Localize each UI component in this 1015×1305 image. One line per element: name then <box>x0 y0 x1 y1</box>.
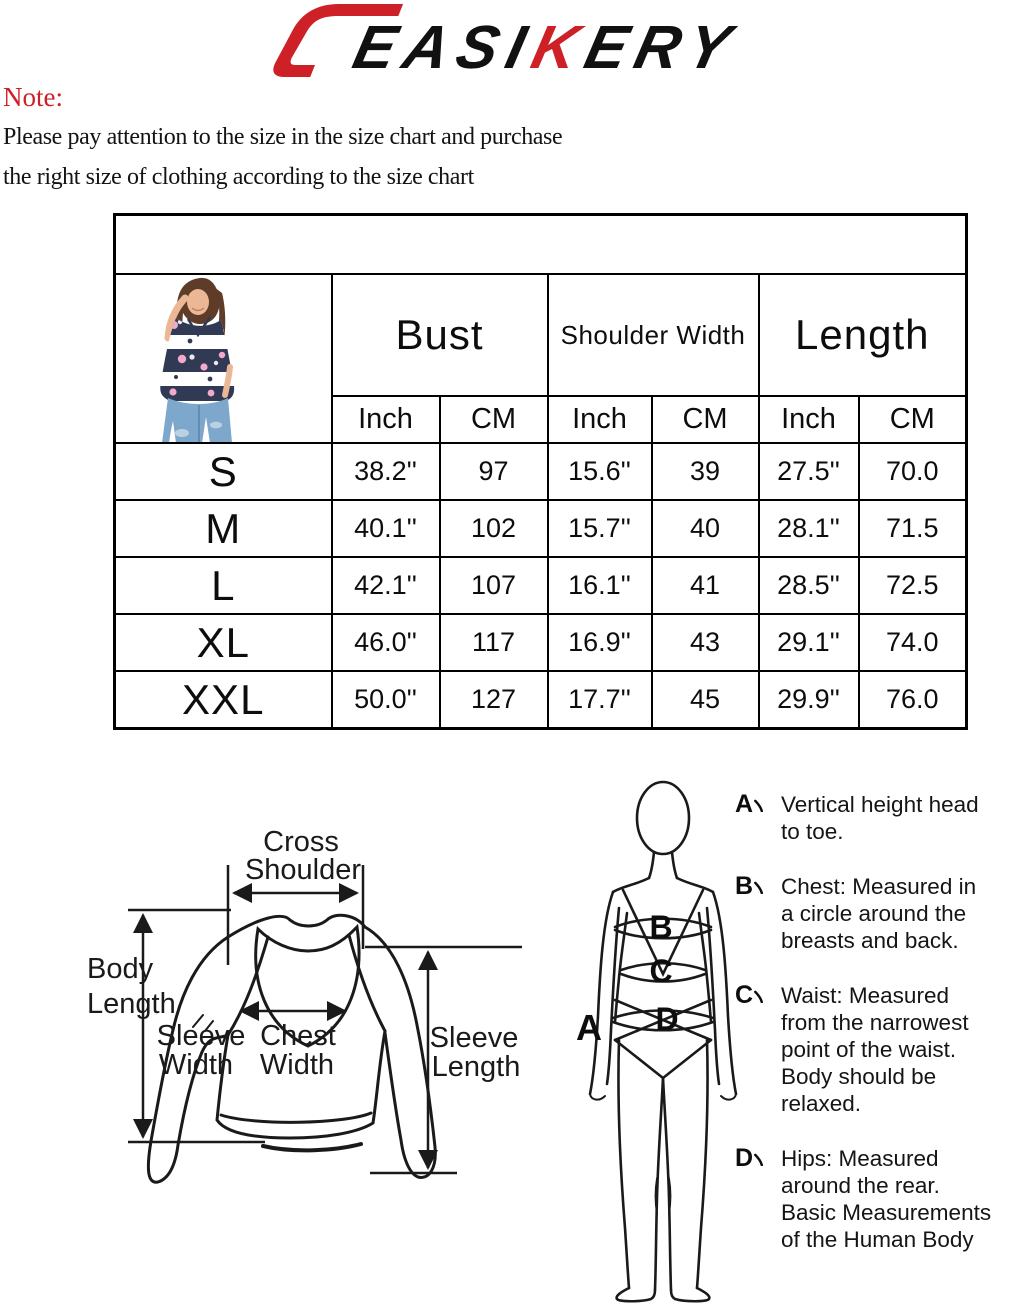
value-cell: 46.0'' <box>332 614 440 671</box>
size-chart-table <box>113 213 968 730</box>
unit-header: CM <box>859 396 967 443</box>
size-label: XXL <box>115 671 332 729</box>
value-cell: 39 <box>652 443 759 500</box>
body-length-label: Body <box>87 953 154 985</box>
jeans-rip-2 <box>210 422 222 429</box>
size-label: L <box>115 557 332 614</box>
product-photo <box>116 275 331 442</box>
size-label: M <box>115 500 332 557</box>
value-cell: 38.2'' <box>332 443 440 500</box>
guide-text: point of the waist. <box>781 1037 957 1062</box>
value-cell: 102 <box>440 500 548 557</box>
table-row-s <box>115 443 967 500</box>
guide-text: of the Human Body <box>781 1227 974 1252</box>
unit-header: Inch <box>759 396 859 443</box>
value-cell: 16.1'' <box>548 557 652 614</box>
value-cell: 74.0 <box>859 614 967 671</box>
logo-wordmark <box>347 14 745 82</box>
enumeration-comma-icon <box>754 799 764 812</box>
unit-header: CM <box>652 396 759 443</box>
value-cell: 76.0 <box>859 671 967 729</box>
size-label: XL <box>115 614 332 671</box>
guide-key-a: A <box>735 790 754 818</box>
table-row-l <box>115 557 967 614</box>
guide-text: around the rear. <box>781 1173 940 1198</box>
guide-text: to toe. <box>781 819 844 844</box>
sleeve-length-label: Sleeve <box>429 1022 519 1054</box>
value-cell: 42.1'' <box>332 557 440 614</box>
jeans-rip <box>175 429 189 437</box>
figure-label-a: A <box>576 1007 602 1048</box>
measuring-guide <box>735 791 1015 1253</box>
value-cell: 40 <box>652 500 759 557</box>
guide-text: Basic Measurements <box>781 1200 992 1225</box>
figure-label-b: B <box>649 909 673 945</box>
value-cell: 27.5'' <box>759 443 859 500</box>
logo-text-easi: EASI <box>347 13 542 82</box>
guide-text: Body should be <box>781 1064 937 1089</box>
value-cell: 15.6'' <box>548 443 652 500</box>
logo-text-ery: ERY <box>578 13 746 82</box>
note-line-2: the right size of clothing according to the size chart <box>3 164 474 190</box>
logo-mark-group <box>270 4 748 82</box>
figure-outline <box>590 782 736 1301</box>
value-cell: 29.1'' <box>759 614 859 671</box>
guide-key-d: D <box>735 1144 754 1172</box>
cross-shoulder-label: Cross <box>263 826 339 858</box>
svg-text:Width: Width <box>259 1049 335 1081</box>
value-cell: 72.5 <box>859 557 967 614</box>
value-cell: 17.7'' <box>548 671 652 729</box>
empty-cell <box>115 215 967 275</box>
guide-text: Chest: Measured in <box>781 874 977 899</box>
table-row-xxl <box>115 671 967 729</box>
column-group-shoulder-width: Shoulder Width <box>548 274 759 396</box>
value-cell: 43 <box>652 614 759 671</box>
guide-text: Hips: Measured <box>781 1146 939 1171</box>
value-cell: 70.0 <box>859 443 967 500</box>
enumeration-comma-icon <box>754 881 764 894</box>
sleeve-width-label: Sleeve <box>156 1020 246 1052</box>
product-photo-illustration <box>116 275 330 442</box>
svg-text:Width: Width <box>158 1049 234 1081</box>
svg-text:Shoulder: Shoulder <box>244 854 362 886</box>
value-cell: 50.0'' <box>332 671 440 729</box>
guide-text: Waist: Measured <box>781 983 949 1008</box>
value-cell: 71.5 <box>859 500 967 557</box>
size-label: S <box>115 443 332 500</box>
guide-text: breasts and back. <box>781 928 959 953</box>
column-group-bust: Bust <box>332 274 548 396</box>
shirt-measurement-diagram <box>25 815 560 1215</box>
svg-text:Length: Length <box>431 1051 521 1083</box>
guide-key-b: B <box>735 872 754 900</box>
guide-item-d <box>735 1145 1015 1253</box>
figure-label-c: C <box>649 953 673 989</box>
guide-item-c <box>735 982 1015 1117</box>
unit-header: Inch <box>332 396 440 443</box>
note-block <box>3 82 562 192</box>
figure-label-d: D <box>655 1001 679 1037</box>
value-cell: 40.1'' <box>332 500 440 557</box>
column-group-length: Length <box>759 274 967 396</box>
table-empty-row <box>115 215 967 275</box>
value-cell: 41 <box>652 557 759 614</box>
unit-header: CM <box>440 396 548 443</box>
guide-item-b <box>735 873 1015 954</box>
value-cell: 97 <box>440 443 548 500</box>
body-measurement-figure <box>575 778 750 1305</box>
diagram-labels <box>87 826 520 1083</box>
value-cell: 107 <box>440 557 548 614</box>
table-header-row <box>115 274 967 396</box>
enumeration-comma-icon <box>754 1153 764 1166</box>
table-row-xl <box>115 614 967 671</box>
svg-text:Length: Length <box>87 988 176 1020</box>
dimension-lines <box>128 865 522 1173</box>
value-cell: 16.9'' <box>548 614 652 671</box>
enumeration-comma-icon <box>754 990 764 1003</box>
value-cell: 117 <box>440 614 548 671</box>
logo-text-k: K <box>525 13 595 82</box>
value-cell: 29.9'' <box>759 671 859 729</box>
value-cell: 28.1'' <box>759 500 859 557</box>
table-row-m <box>115 500 967 557</box>
guide-text: from the narrowest <box>781 1010 969 1035</box>
value-cell: 45 <box>652 671 759 729</box>
note-line-1: Please pay attention to the size in the size chart and purchase <box>3 124 563 150</box>
value-cell: 15.7'' <box>548 500 652 557</box>
guide-key-c: C <box>735 981 754 1009</box>
note-label: Note: <box>3 82 63 112</box>
guide-item-a <box>735 791 1015 845</box>
unit-header: Inch <box>548 396 652 443</box>
value-cell: 28.5'' <box>759 557 859 614</box>
brand-logo <box>250 0 750 84</box>
value-cell: 127 <box>440 671 548 729</box>
guide-text: Vertical height head <box>781 792 979 817</box>
guide-text: a circle around the <box>781 901 967 926</box>
product-photo-cell <box>115 274 332 443</box>
chest-width-label: Chest <box>260 1020 336 1052</box>
guide-text: relaxed. <box>781 1091 862 1116</box>
